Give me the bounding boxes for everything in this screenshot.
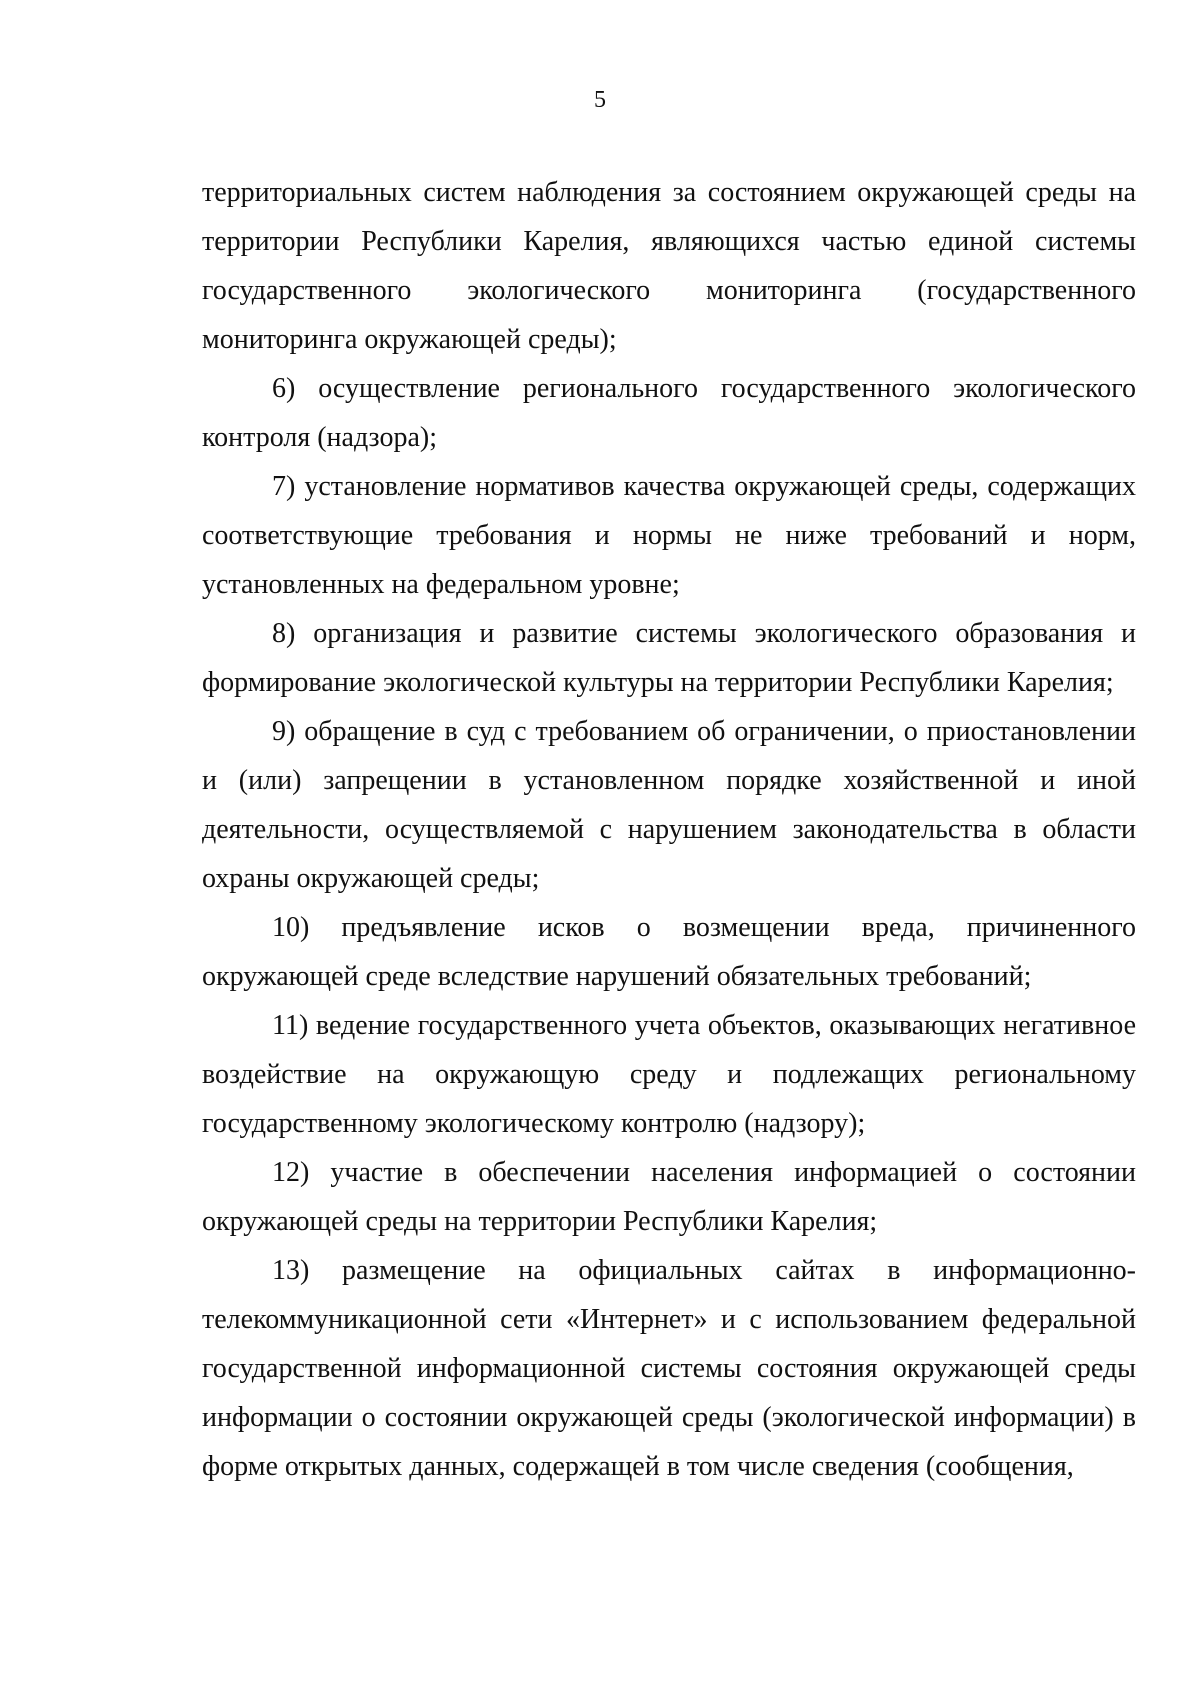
paragraph-item-8: 8) организация и развитие системы экологического образования и формирование экологической культуры на территории Республики Карелия; <box>202 618 1136 698</box>
paragraph-item-6: 6) осуществление регионального государственного экологического контроля (надзора); <box>202 373 1136 453</box>
paragraph-item-10: 10) предъявление исков о возмещении вреда, причиненного окружающей среде вследствие нарушений обязательных требований; <box>202 912 1136 992</box>
document-body <box>202 168 1136 1491</box>
paragraph-item-7: 7) установление нормативов качества окружающей среды, содержащих соответствующие требования и нормы не ниже требований и норм, установленных на федеральном уровне; <box>202 471 1136 600</box>
page-number: 5 <box>594 87 606 113</box>
paragraph-item-12: 12) участие в обеспечении населения информацией о состоянии окружающей среды на территории Республики Карелия; <box>202 1157 1136 1237</box>
paragraph-item-9: 9) обращение в суд с требованием об ограничении, о приостановлении и (или) запрещении в установленном порядке хозяйственной и иной деятельности, осуществляемой с нарушением законодательства в области охраны окружающей среды; <box>202 716 1136 894</box>
paragraph-continuation: территориальных систем наблюдения за состоянием окружающей среды на территории Республики Карелия, являющихся частью единой системы государственного экологического мониторинга (государственного мониторинга окружающей среды); <box>202 177 1136 355</box>
paragraph-item-13: 13) размещение на официальных сайтах в информационно-телекоммуникационной сети «Интернет» и с использованием федеральной государственной информационной системы состояния окружающей среды информации о состоянии окружающей среды (экологической информации) в форме открытых данных, содержащей в том числе сведения (сообщения, <box>202 1255 1136 1482</box>
paragraph-item-11: 11) ведение государственного учета объектов, оказывающих негативное воздействие на окружающую среду и подлежащих региональному государственному экологическому контролю (надзору); <box>202 1010 1136 1139</box>
